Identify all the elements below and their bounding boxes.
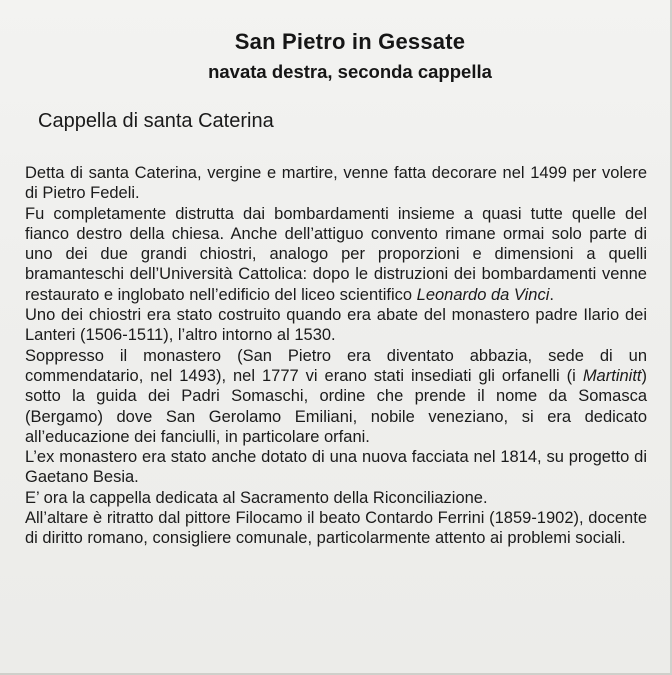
body-text (25, 163, 647, 549)
paragraph-2 (25, 204, 647, 305)
paragraph-2-end: . (549, 285, 554, 304)
page-subtitle: navata destra, seconda cappella (208, 61, 492, 82)
paragraph-6: E’ ora la cappella dedicata al Sacramento della Riconciliazione. (25, 488, 488, 507)
paragraph-4-text: Soppresso il monastero (San Pietro era diventato abbazia, sede di un commendatario, nel 1493), nel 1777 vi erano stati insediati gli orfanelli (i (25, 346, 647, 385)
paragraph-1: Detta di santa Caterina, vergine e martire, venne fatta decorare nel 1499 per volere di Pietro Fedeli. (25, 164, 647, 203)
section-title: Cappella di santa Caterina (38, 110, 274, 132)
paragraph-4-italic: Martinitt (582, 366, 642, 385)
paragraph-4 (25, 346, 647, 447)
paragraph-4-end: ) sotto la guida dei Padri Somaschi, ordine che prende il nome da Somasca (Bergamo) dove San Gerolamo Emiliani, nobile veneziano, si era dedicato all’educazione dei fanciulli, in particolare orfani. (25, 366, 647, 446)
page-title: San Pietro in Gessate (234, 29, 466, 54)
paragraph-2-italic: Leonardo da Vinci (416, 285, 550, 304)
paragraph-2-text: Fu completamente distrutta dai bombardamenti insieme a quasi tutte quelle del fianco destro della chiesa. Anche dell’attiguo convento rimane ormai solo parte di uno dei due grandi chiostri, analogo per proporzioni e dimensioni a quelli bramanteschi dell’Università Cattolica: dopo le distruzioni dei bombardamenti venne restaurato e inglobato nell’edificio del liceo scientifico (25, 204, 647, 304)
paragraph-3: Uno dei chiostri era stato costruito quando era abate del monastero padre Ilario dei Lanteri (1506-1511), l’altro intorno al 1530. (25, 306, 647, 345)
paragraph-5: L’ex monastero era stato anche dotato di una nuova facciata nel 1814, su progetto di Gaetano Besia. (25, 448, 647, 487)
paragraph-7: All’altare è ritratto dal pittore Filocamo il beato Contardo Ferrini (1859-1902), docente di diritto romano, consigliere comunale, particolarmente attento ai problemi sociali. (25, 509, 647, 548)
